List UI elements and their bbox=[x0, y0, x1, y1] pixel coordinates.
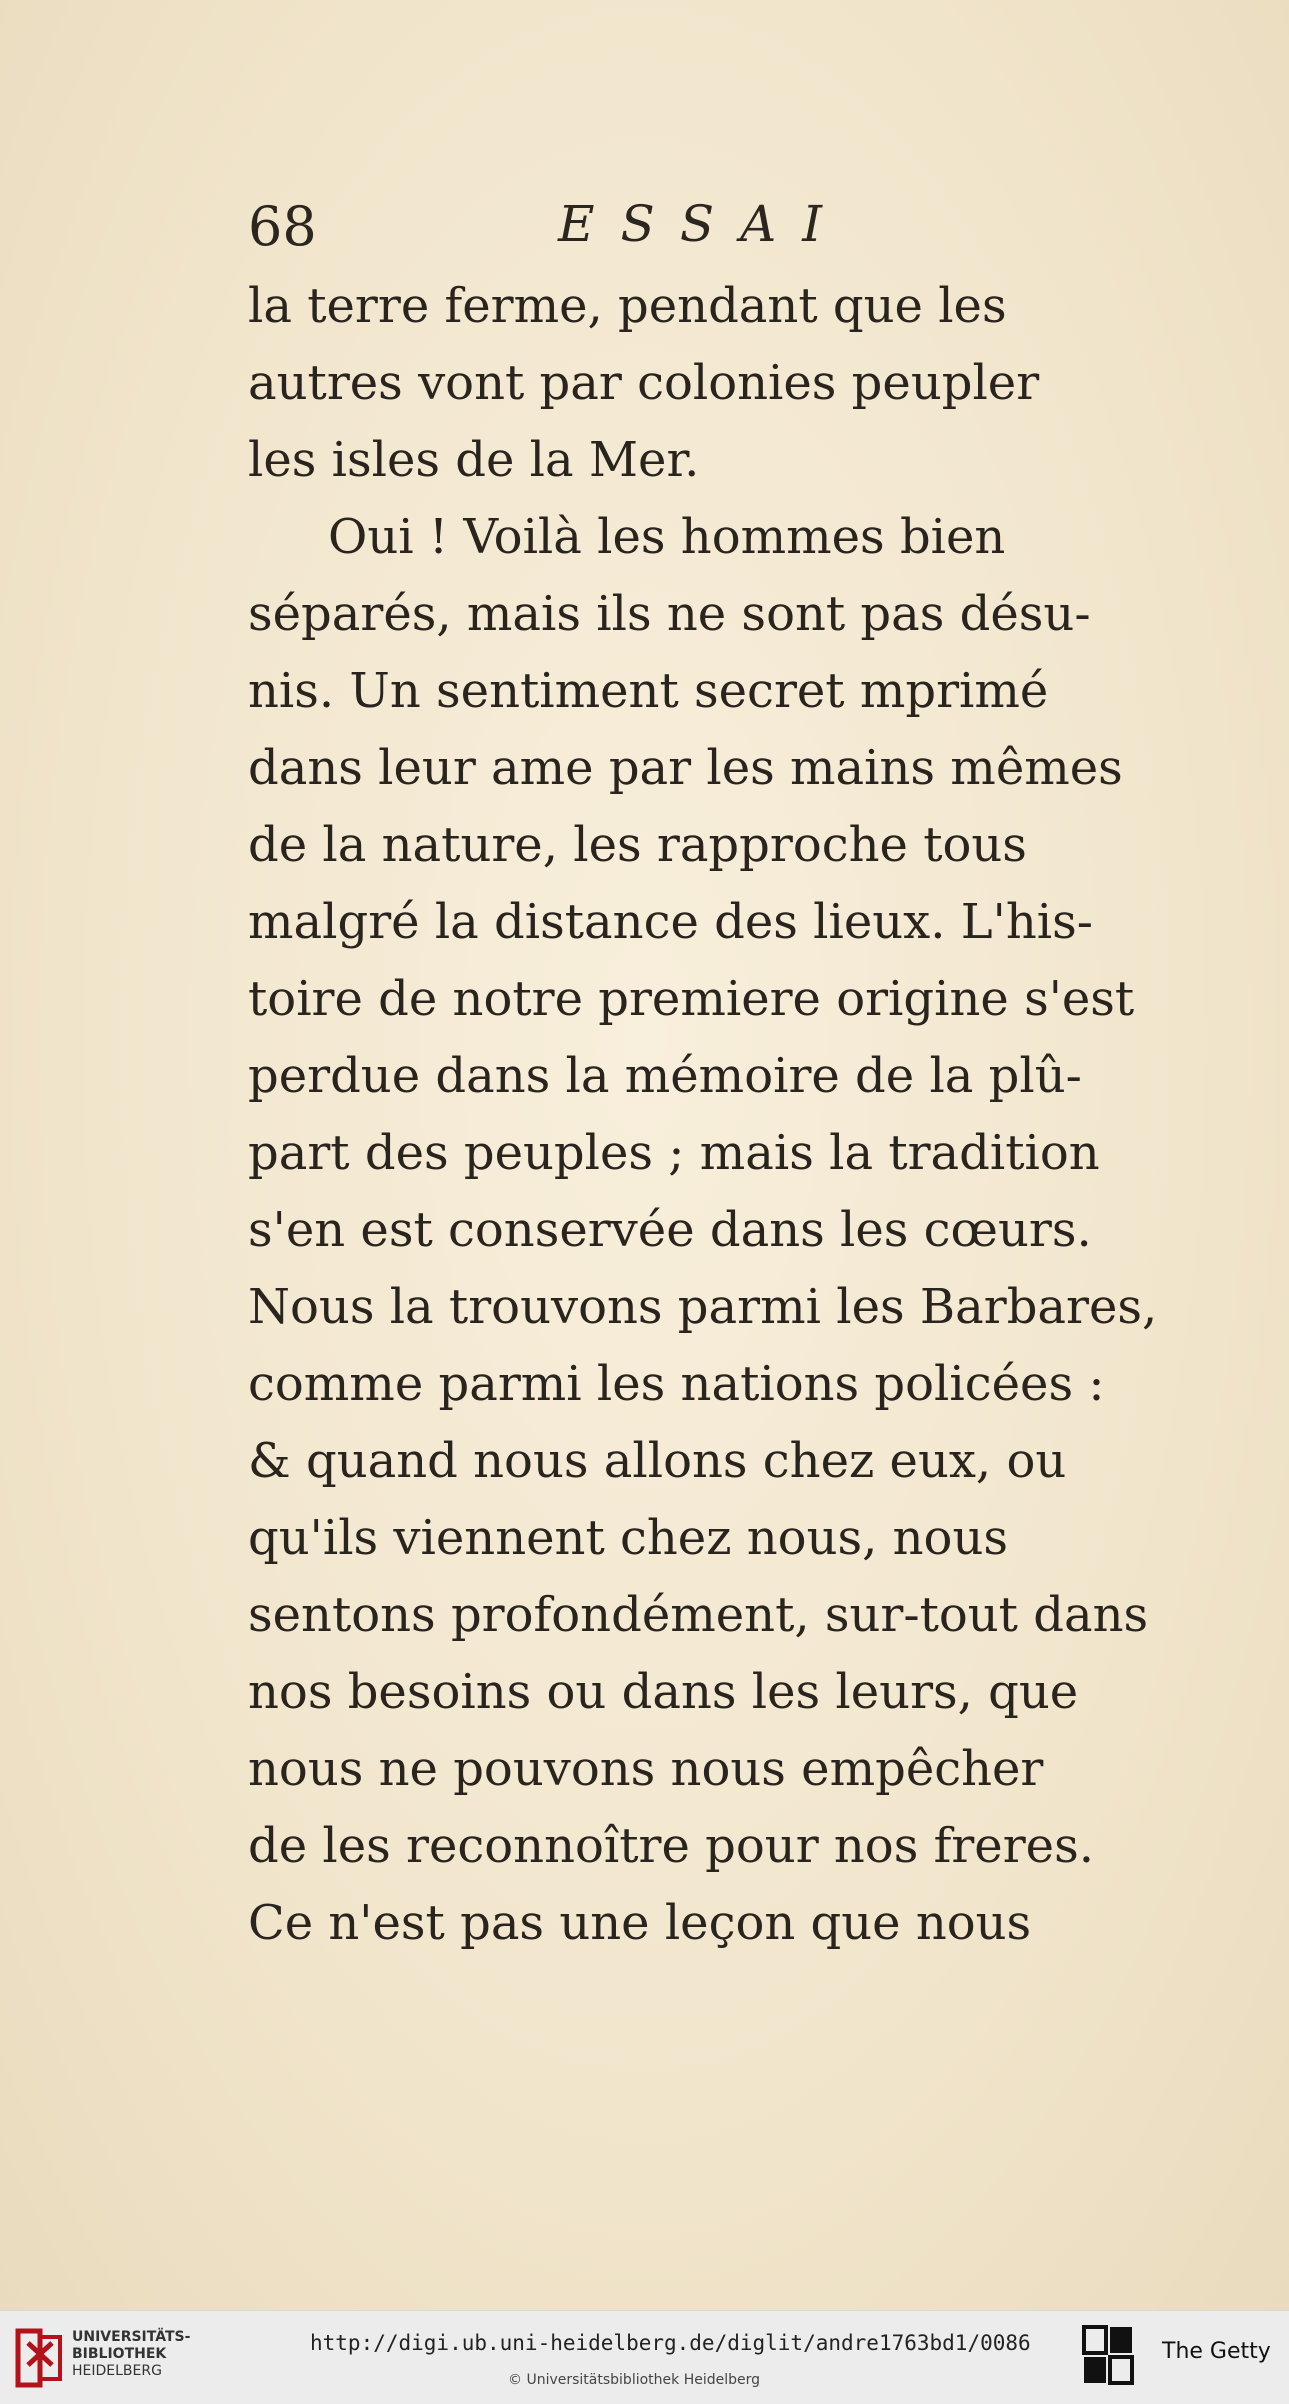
text-line: Nous la trouvons parmi les Barbares, bbox=[248, 1279, 1158, 1335]
copyright-notice: © Universitätsbibliothek Heidelberg bbox=[508, 2372, 761, 2388]
text-line: perdue dans la mémoire de la plû- bbox=[248, 1048, 1082, 1104]
text-line: s'en est conservée dans les cœurs. bbox=[248, 1202, 1092, 1258]
page-header bbox=[248, 195, 1148, 265]
text-line: autres vont par colonies peupler bbox=[248, 355, 1040, 411]
text-line: dans leur ame par les mains mêmes bbox=[248, 740, 1123, 796]
text-line: la terre ferme, pendant que les bbox=[248, 278, 1007, 334]
body-text bbox=[248, 268, 1178, 1962]
text-line: part des peuples ; mais la tradition bbox=[248, 1125, 1100, 1181]
text-line: de les reconnoître pour nos freres. bbox=[248, 1818, 1094, 1874]
text-line: nos besoins ou dans les leurs, que bbox=[248, 1664, 1079, 1720]
text-line: & quand nous allons chez eux, ou bbox=[248, 1433, 1067, 1489]
text-line: toire de notre premiere origine s'est bbox=[248, 971, 1135, 1027]
text-line: les isles de la Mer. bbox=[248, 432, 700, 488]
text-line: malgré la distance des lieux. L'his- bbox=[248, 894, 1093, 950]
viewer-footer bbox=[0, 2310, 1289, 2404]
ub-heidelberg-logo-icon bbox=[12, 2325, 66, 2391]
text-line: nis. Un sentiment secret mprimé bbox=[248, 663, 1049, 719]
text-line: sentons profondément, sur-tout dans bbox=[248, 1587, 1149, 1643]
text-line: comme parmi les nations policées : bbox=[248, 1356, 1105, 1412]
page-number: 68 bbox=[248, 195, 317, 258]
text-line: de la nature, les rapproche tous bbox=[248, 817, 1027, 873]
running-title: ESSAI bbox=[558, 195, 848, 253]
text-line: Ce n'est pas une leçon que nous bbox=[248, 1895, 1032, 1951]
permalink-url[interactable]: http://digi.ub.uni-heidelberg.de/diglit/andre1763bd1/0086 bbox=[310, 2331, 1031, 2355]
text-line: nous ne pouvons nous empêcher bbox=[248, 1741, 1044, 1797]
institution-name: UNIVERSITÄTS- BIBLIOTHEK HEIDELBERG bbox=[72, 2329, 191, 2379]
getty-logo-icon bbox=[1082, 2325, 1136, 2385]
text-line: séparés, mais ils ne sont pas désu- bbox=[248, 586, 1091, 642]
text-line: qu'ils viennent chez nous, nous bbox=[248, 1510, 1008, 1566]
partner-name: The Getty bbox=[1162, 2339, 1271, 2364]
text-line: Oui ! Voilà les hommes bien bbox=[328, 509, 1006, 565]
